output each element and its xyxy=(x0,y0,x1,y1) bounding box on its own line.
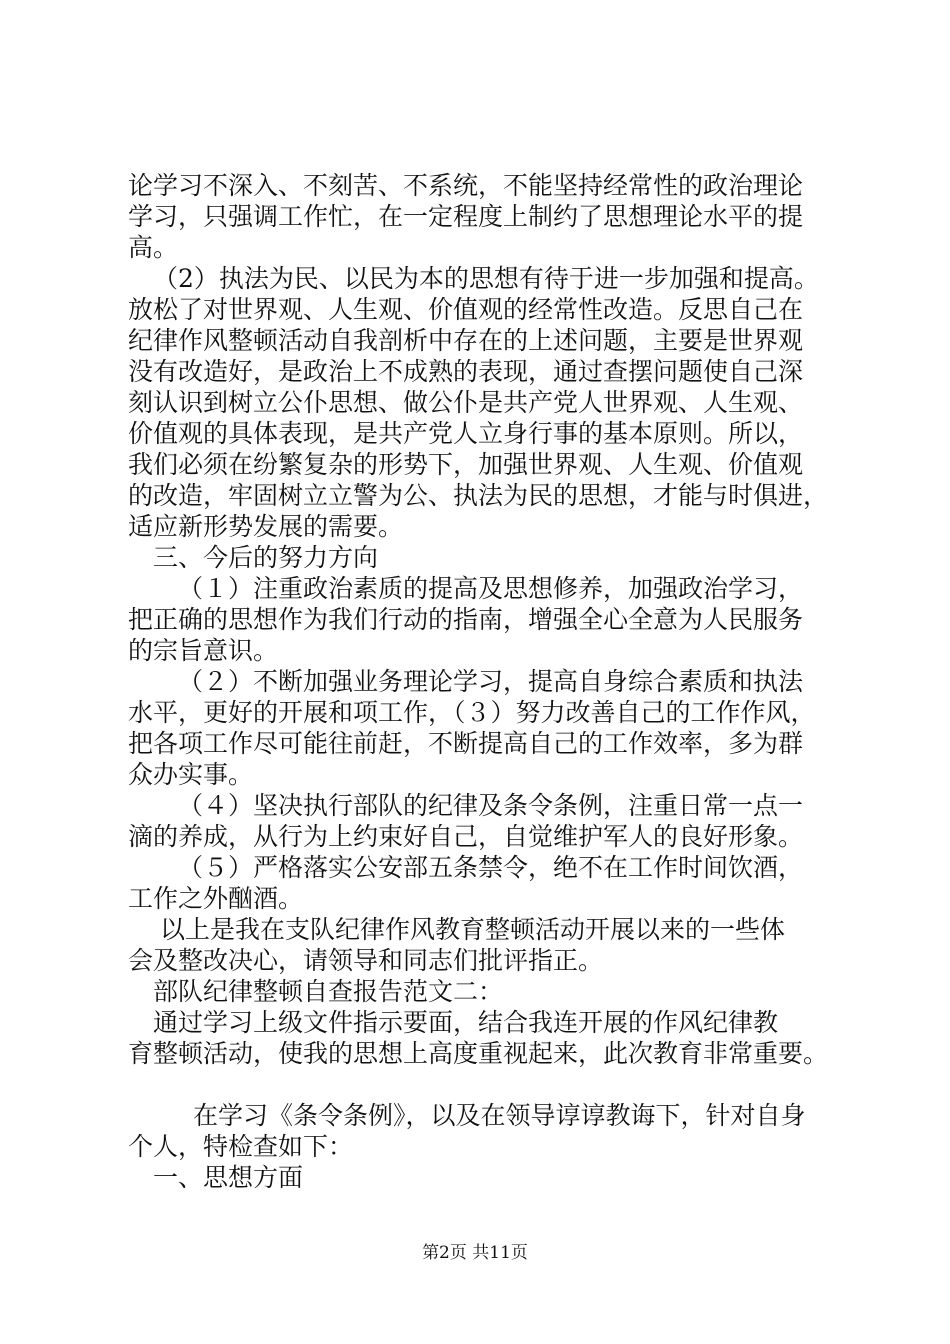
text-line: 工作之外酗酒。 xyxy=(128,884,304,913)
text-line: 水平，更好的开展和项工作，（３）努力改善自己的工作作风， xyxy=(128,698,816,727)
text-line: 通过学习上级文件指示要面，结合我连开展的作风纪律教 xyxy=(153,1008,779,1037)
text-line: （2）执法为民、以民为本的思想有待于进一步加强和提高。 xyxy=(153,264,819,293)
text-line: （１）注重政治素质的提高及思想修养，加强政治学习， xyxy=(178,574,804,603)
text-line: 纪律作风整顿活动自我剖析中存在的上述问题，主要是世界观 xyxy=(128,326,804,355)
blank-line xyxy=(128,1069,848,1100)
text-line: 学习，只强调工作忙，在一定程度上制约了思想理论水平的提 xyxy=(128,202,804,231)
text-line: 在学习《条令条例》，以及在领导谆谆教诲下，针对自身 xyxy=(193,1101,806,1130)
text-line: 我们必须在纷繁复杂的形势下，加强世界观、人生观、价值观 xyxy=(128,450,804,479)
text-line: 个人，特检查如下： xyxy=(128,1132,354,1161)
section-heading: 部队纪律整顿自查报告范文二： xyxy=(153,977,504,1006)
text-line: 高。 xyxy=(128,233,179,262)
text-line: 的宗旨意识。 xyxy=(128,636,279,665)
text-line: 滴的养成，从行为上约束好自己，自觉维护军人的良好形象。 xyxy=(128,822,804,851)
text-line: （２）不断加强业务理论学习，提高自身综合素质和执法 xyxy=(178,667,804,696)
document-body xyxy=(128,170,848,1193)
text-line: 价值观的具体表现，是共产党人立身行事的基本原则。所以， xyxy=(128,419,804,448)
section-heading: 一、思想方面 xyxy=(153,1163,304,1192)
text-line: 把各项工作尽可能往前赶，不断提高自己的工作效率，多为群 xyxy=(128,729,804,758)
text-line: 会及整改决心，请领导和同志们批评指正。 xyxy=(128,946,604,975)
text-line: 众办实事。 xyxy=(128,760,254,789)
text-line: 没有改造好，是政治上不成熟的表现，通过查摆问题使自己深 xyxy=(128,357,804,386)
text-line: 刻认识到树立公仆思想、做公仆是共产党人世界观、人生观、 xyxy=(128,388,804,417)
text-line: （４）坚决执行部队的纪律及条令条例，注重日常一点一 xyxy=(178,791,804,820)
text-line: 的改造，牢固树立立警为公、执法为民的思想，才能与时俱进， xyxy=(128,481,829,510)
page-footer: 第2页 共11页 xyxy=(422,1243,528,1263)
text-line: 适应新形势发展的需要。 xyxy=(128,512,404,541)
section-heading: 三、今后的努力方向 xyxy=(153,543,379,572)
text-line: 育整顿活动，使我的思想上高度重视起来，此次教育非常重要。 xyxy=(128,1039,829,1068)
text-line: 论学习不深入、不刻苦、不系统，不能坚持经常性的政治理论 xyxy=(128,171,804,200)
text-line: 把正确的思想作为我们行动的指南，增强全心全意为人民服务 xyxy=(128,605,804,634)
text-line: （５）严格落实公安部五条禁令，绝不在工作时间饮酒， xyxy=(178,853,804,882)
text-line: 放松了对世界观、人生观、价值观的经常性改造。反思自己在 xyxy=(128,295,804,324)
text-line: 以上是我在支队纪律作风教育整顿活动开展以来的一些体 xyxy=(160,915,786,944)
